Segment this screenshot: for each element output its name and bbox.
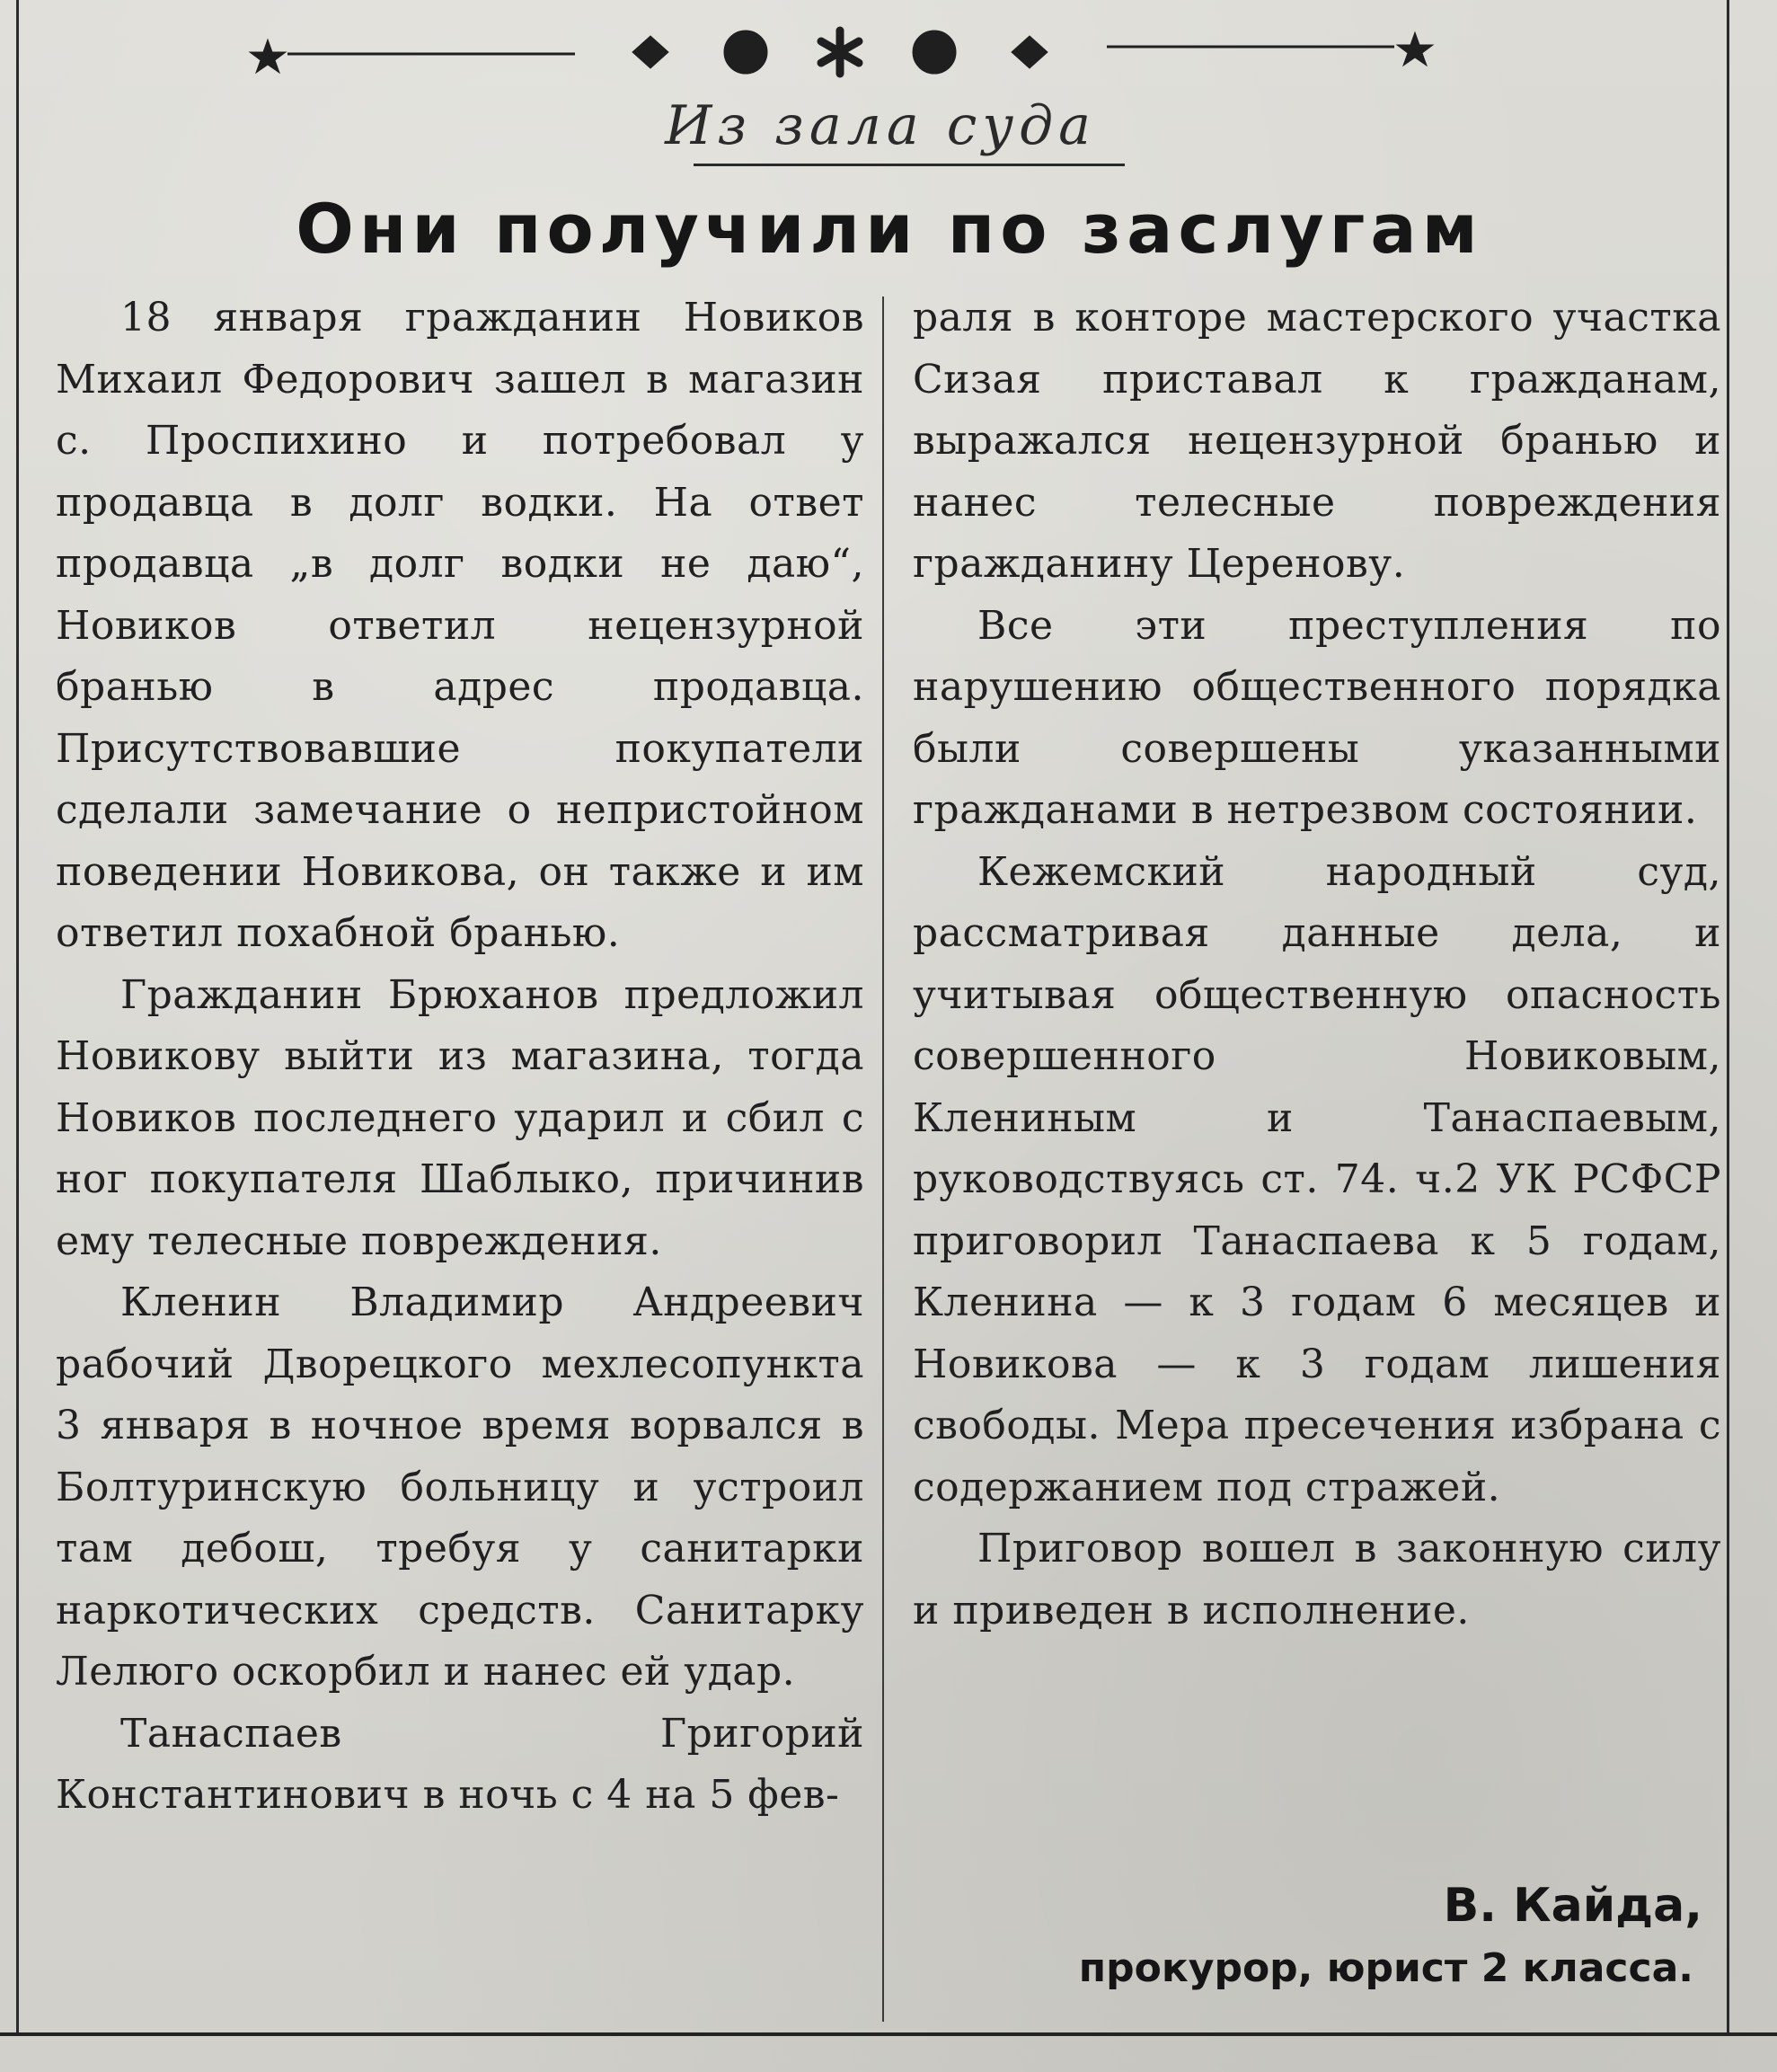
diamond-icon [1012, 36, 1048, 68]
right-column [913, 288, 1721, 1642]
paragraph: Кленин Владимир Андреевич рабочий Дворецкого мехлесопункта 3 января в ночное время ворвался в Болтуринскую больницу и устроил там дебош, требуя у санитарки наркотических средств. Санитарку Лелюго оскорбил и нанес ей удар. [56, 1280, 864, 1695]
ornament-divider [243, 18, 1437, 83]
left-frame-rule [16, 0, 19, 2032]
paragraph: раля в конторе мастерского участка Сизая приставал к гражданам, выражался нецензурной бранью и нанес телесные повреждения гражданину Церенову. [913, 295, 1721, 587]
paragraph: Кежемский народный суд, рассматривая данные дела, и учитывая общественную опасность совершенного Новиковым, Клениным и Танаспаевым, руководствуясь ст. 74. ч.2 УК РСФСР приговорил Танаспаева к 5 годам, Кленина — к 3 годам 6 месяцев и Новикова — к 3 годам лишения свободы. Мера пресечения избрана с содержанием под стражей. [913, 848, 1721, 1510]
headline: Они получили по заслугам [296, 189, 1483, 269]
paragraph: Приговор вошел в законную силу и приведен в исполнение. [913, 1526, 1721, 1634]
right-frame-rule [1727, 0, 1729, 2032]
left-star-icon [250, 40, 286, 73]
left-column [56, 288, 864, 1827]
diamond-icon [632, 36, 668, 68]
signature-role: прокурор, юрист 2 класса. [1078, 1945, 1693, 1991]
paragraph: Все эти преступления по нарушению общественного порядка были совершены указанными гражданами в нетрезвом состоянии. [913, 602, 1721, 833]
section-kicker: Из зала суда [665, 94, 1096, 157]
column-divider [882, 297, 884, 2022]
bottom-frame-rule [0, 2032, 1777, 2036]
asterisk-icon [821, 31, 859, 74]
paragraph: Танаспаев Григорий Константинович в ночь с 4 на 5 фев- [56, 1710, 864, 1818]
right-star-icon [1397, 32, 1433, 66]
dot-icon [913, 31, 956, 74]
signature-name: В. Кайда, [1443, 1879, 1702, 1933]
dot-icon [724, 31, 767, 74]
paragraph: Гражданин Брюханов предложил Новикову выйти из магазина, тогда Новиков последнего ударил и сбил с ног покупателя Шаблыко, причинив ему телесные повреждения. [56, 971, 864, 1264]
paragraph: 18 января гражданин Новиков Михаил Федорович зашел в магазин с. Проспихино и потребовал у продавца в долг водки. На ответ продавца „в долг водки не даю“, Новиков ответил нецензурной бранью в адрес продавца. Присутствовавшие покупатели сделали замечание о непристойном поведении Новикова, он также и им ответил похабной бранью. [56, 295, 864, 956]
kicker-underline [694, 164, 1125, 166]
